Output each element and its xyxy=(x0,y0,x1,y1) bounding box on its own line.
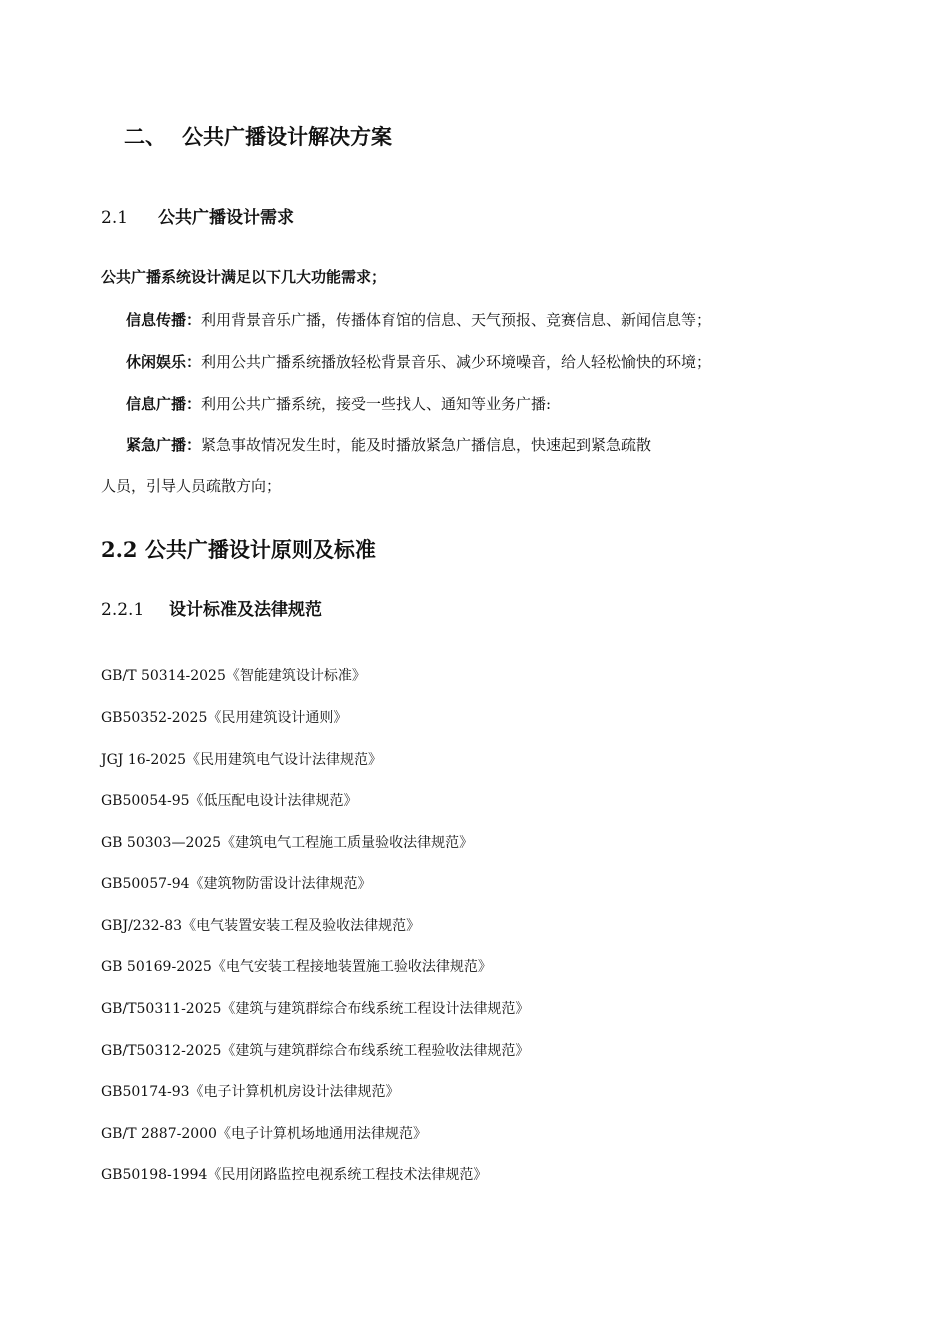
standard-item: GBJ/232-83《电气装置安装工程及验收法律规范》 xyxy=(101,918,421,934)
standard-item: GB/T50312-2025《建筑与建筑群综合布线系统工程验收法律规范》 xyxy=(101,1043,530,1059)
function-text: 利用公共广播系统，接受一些找人、通知等业务广播: xyxy=(201,395,552,413)
subsection-heading-2-2: 2.2 公共广播设计原则及标准 xyxy=(101,537,376,562)
standard-item: GB50198-1994《民用闭路监控电视系统工程技术法律规范》 xyxy=(101,1167,488,1183)
function-text: 紧急事故情况发生时，能及时播放紧急广播信息，快速起到紧急疏散 xyxy=(201,436,652,454)
function-item-info-spread xyxy=(126,313,711,328)
section-number: 二、 xyxy=(124,124,166,149)
subsection-heading-2-1 xyxy=(101,210,294,227)
standard-item: GB/T 50314-2025《智能建筑设计标准》 xyxy=(101,668,366,684)
standard-item: GB50174-93《电子计算机机房设计法律规范》 xyxy=(101,1084,400,1100)
subsection-title-2-2-1: 设计标准及法律规范 xyxy=(169,600,322,620)
function-term: 紧急广播： xyxy=(126,436,202,454)
function-text: 利用公共广播系统播放轻松背景音乐、减少环境噪音，给人轻松愉快的环境； xyxy=(201,353,712,371)
requirements-intro: 公共广播系统设计满足以下几大功能需求； xyxy=(101,268,387,286)
function-term: 信息广播： xyxy=(126,395,202,413)
standard-item: GB 50303—2025《建筑电气工程施工质量验收法律规范》 xyxy=(101,835,474,851)
section-title: 公共广播设计解决方案 xyxy=(182,124,392,149)
standard-item: GB50352-2025《民用建筑设计通则》 xyxy=(101,710,348,726)
standard-item: GB50057-94《建筑物防雷设计法律规范》 xyxy=(101,876,372,892)
standard-item: JGJ 16-2025《民用建筑电气设计法律规范》 xyxy=(101,752,383,768)
subsection-title-2-1: 公共广播设计需求 xyxy=(158,208,294,228)
function-term: 信息传播： xyxy=(126,311,202,329)
function-item-info-broadcast xyxy=(126,397,551,412)
subsection-number-2-1: 2.1 xyxy=(101,208,129,228)
standard-item: GB/T50311-2025《建筑与建筑群综合布线系统工程设计法律规范》 xyxy=(101,1001,530,1017)
section-heading xyxy=(124,126,392,147)
function-term: 休闲娱乐： xyxy=(126,353,202,371)
function-item-emergency xyxy=(126,438,651,453)
subsection-heading-2-2-1 xyxy=(101,602,322,619)
standard-item: GB/T 2887-2000《电子计算机场地通用法律规范》 xyxy=(101,1126,427,1142)
standard-item: GB 50169-2025《电气安装工程接地装置施工验收法律规范》 xyxy=(101,959,492,975)
subsection-number-2-2-1: 2.2.1 xyxy=(101,600,145,620)
function-item-leisure xyxy=(126,355,711,370)
emergency-continuation: 人员，引导人员疏散方向； xyxy=(101,477,282,495)
standard-item: GB50054-95《低压配电设计法律规范》 xyxy=(101,793,358,809)
function-text: 利用背景音乐广播，传播体育馆的信息、天气预报、竞赛信息、新闻信息等； xyxy=(201,311,712,329)
